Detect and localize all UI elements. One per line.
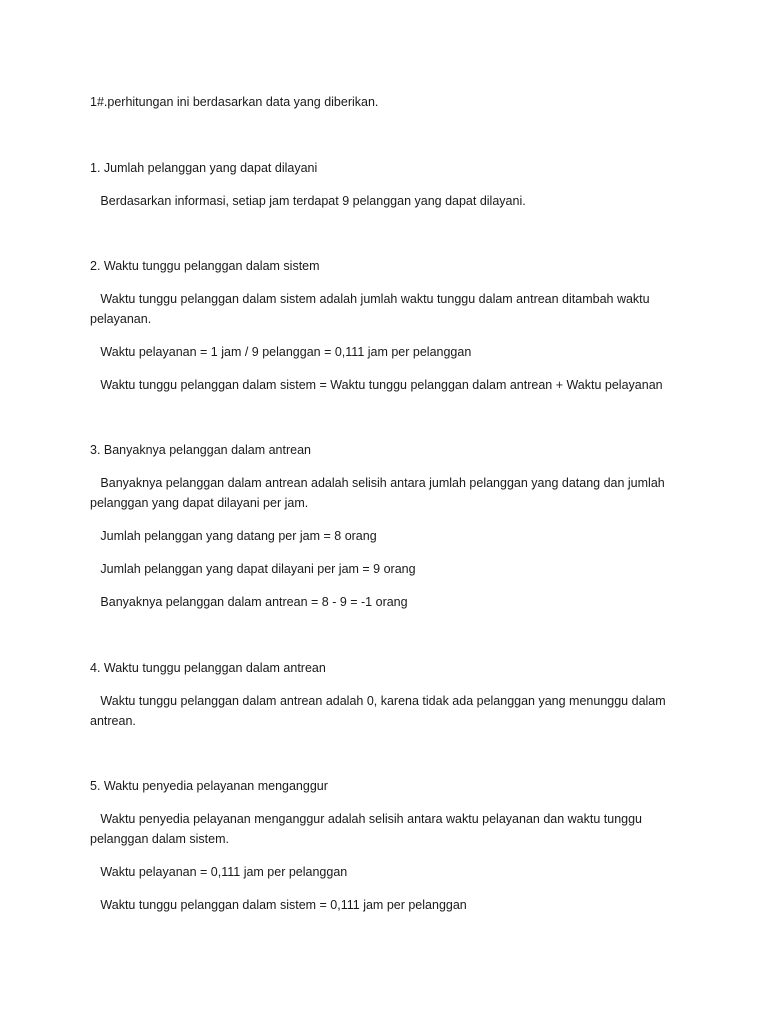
section-1-heading: 1. Jumlah pelanggan yang dapat dilayani [90, 161, 318, 175]
section-3-paragraph-3: Jumlah pelanggan yang dapat dilayani per jam = 9 orang [100, 562, 416, 576]
section-1 [90, 158, 680, 211]
section-5 [90, 776, 680, 915]
section-4-paragraph-1: Waktu tunggu pelanggan dalam antrean adalah 0, karena tidak ada pelanggan yang menunggu dalam antrean. [90, 694, 670, 728]
section-5-paragraph-2: Waktu pelayanan = 0,111 jam per pelanggan [100, 865, 348, 879]
section-3-paragraph-2: Jumlah pelanggan yang datang per jam = 8 orang [100, 529, 377, 543]
section-5-paragraph-1: Waktu penyedia pelayanan menganggur adalah selisih antara waktu pelayanan dan waktu tunggu pelanggan dalam sistem. [90, 812, 646, 846]
section-4-heading: 4. Waktu tunggu pelanggan dalam antrean [90, 661, 326, 675]
section-3-heading: 3. Banyaknya pelanggan dalam antrean [90, 443, 311, 457]
section-2-paragraph-3: Waktu tunggu pelanggan dalam sistem = Waktu tunggu pelanggan dalam antrean + Waktu pelayanan [100, 378, 663, 392]
section-2-paragraph-1: Waktu tunggu pelanggan dalam sistem adalah jumlah waktu tunggu dalam antrean ditambah waktu pelayanan. [90, 292, 654, 326]
section-1-paragraph-1: Berdasarkan informasi, setiap jam terdapat 9 pelanggan yang dapat dilayani. [100, 194, 526, 208]
section-5-paragraph-3: Waktu tunggu pelanggan dalam sistem = 0,111 jam per pelanggan [100, 898, 467, 912]
section-3-paragraph-4: Banyaknya pelanggan dalam antrean = 8 - 9 = -1 orang [100, 595, 408, 609]
section-5-heading: 5. Waktu penyedia pelayanan menganggur [90, 779, 328, 793]
section-4 [90, 658, 680, 731]
intro-line: 1#.perhitungan ini berdasarkan data yang diberikan. [90, 95, 379, 109]
section-3-paragraph-1: Banyaknya pelanggan dalam antrean adalah selisih antara jumlah pelanggan yang datang dan jumlah pelanggan yang dapat dilayani per jam. [90, 476, 669, 510]
section-2-heading: 2. Waktu tunggu pelanggan dalam sistem [90, 259, 320, 273]
section-2 [90, 256, 680, 395]
section-3 [90, 440, 680, 612]
section-2-paragraph-2: Waktu pelayanan = 1 jam / 9 pelanggan = 0,111 jam per pelanggan [100, 345, 472, 359]
